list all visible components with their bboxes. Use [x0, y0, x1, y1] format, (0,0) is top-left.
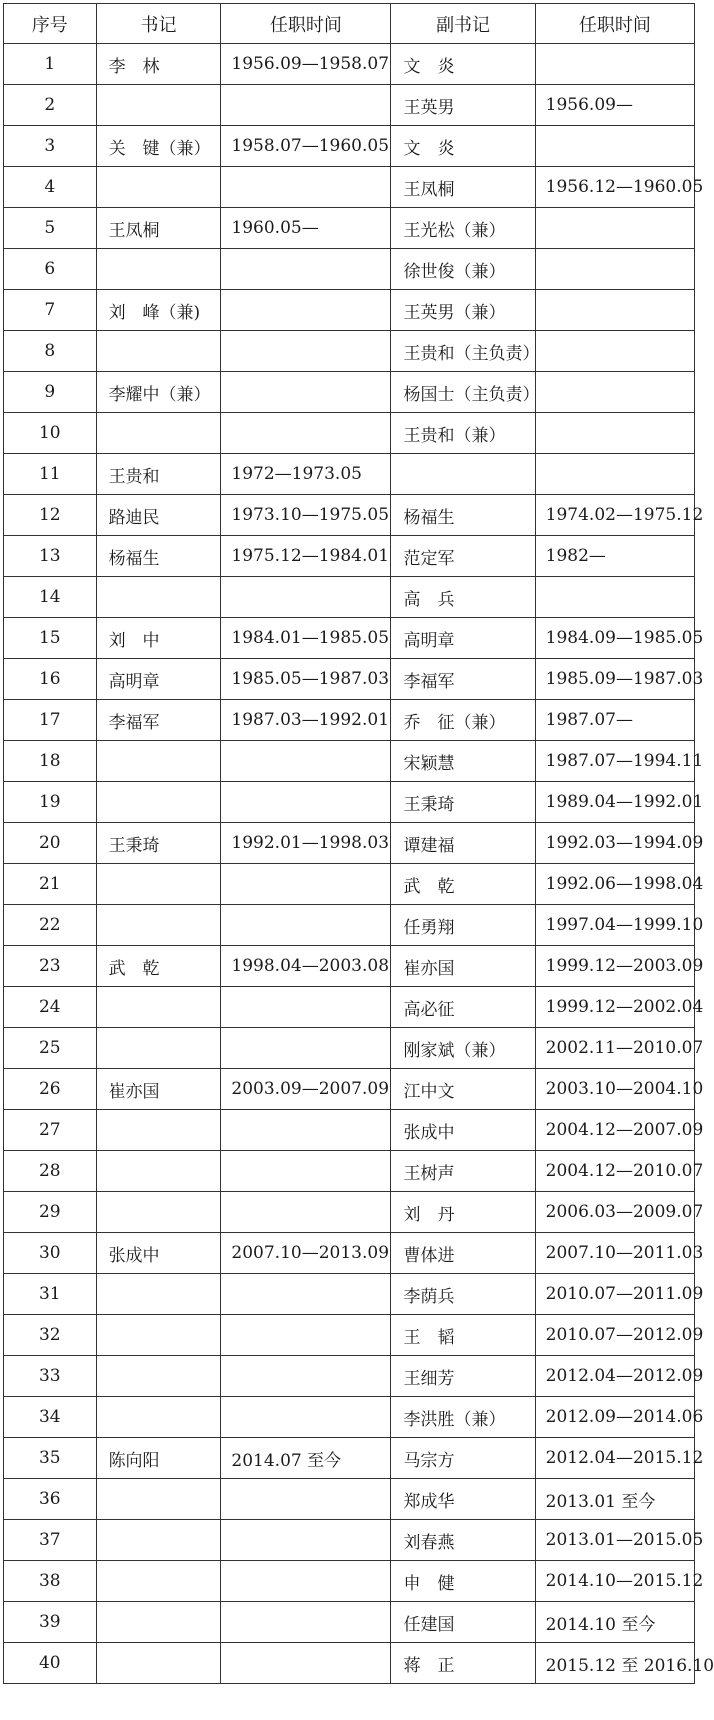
table-row	[4, 331, 695, 372]
deputy-secretary-cell: 徐世俊（兼）	[391, 249, 535, 290]
secretary-term-cell	[221, 249, 391, 290]
table-row	[4, 700, 695, 741]
deputy-secretary-cell: 文 炎	[391, 126, 535, 167]
deputy-secretary-cell: 宋颖慧	[391, 741, 535, 782]
header-deputy-secretary: 副书记	[391, 4, 535, 44]
deputy-secretary-cell: 杨福生	[391, 495, 535, 536]
deputy-term-cell: 2013.01 至今	[535, 1479, 694, 1520]
secretary-term-cell: 1972—1973.05	[221, 454, 391, 495]
secretary-cell: 高明章	[96, 659, 221, 700]
deputy-secretary-cell: 郑成华	[391, 1479, 535, 1520]
secretary-cell	[96, 249, 221, 290]
deputy-term-cell: 1989.04—1992.01	[535, 782, 694, 823]
secretary-cell: 杨福生	[96, 536, 221, 577]
table-row	[4, 823, 695, 864]
index-cell: 33	[4, 1356, 97, 1397]
table-row	[4, 946, 695, 987]
table-row	[4, 659, 695, 700]
leadership-table	[3, 3, 714, 1684]
secretary-cell	[96, 1028, 221, 1069]
table-row	[4, 44, 695, 85]
secretary-cell: 王贵和	[96, 454, 221, 495]
deputy-secretary-cell: 王贵和（主负责）	[391, 331, 535, 372]
deputy-term-cell	[535, 44, 694, 85]
deputy-secretary-cell: 刘春燕	[391, 1520, 535, 1561]
deputy-term-cell: 2012.04—2012.09	[535, 1356, 694, 1397]
index-cell: 14	[4, 577, 97, 618]
deputy-term-cell: 1999.12—2003.09	[535, 946, 694, 987]
table-row	[4, 1602, 695, 1643]
deputy-secretary-cell: 文 炎	[391, 44, 535, 85]
index-cell: 3	[4, 126, 97, 167]
secretary-cell: 张成中	[96, 1233, 221, 1274]
index-cell: 12	[4, 495, 97, 536]
index-cell: 8	[4, 331, 97, 372]
deputy-secretary-cell: 李洪胜（兼）	[391, 1397, 535, 1438]
index-cell: 13	[4, 536, 97, 577]
index-cell: 15	[4, 618, 97, 659]
secretary-cell	[96, 413, 221, 454]
deputy-term-cell: 2006.03—2009.07	[535, 1192, 694, 1233]
secretary-cell: 武 乾	[96, 946, 221, 987]
secretary-term-cell	[221, 577, 391, 618]
secretary-term-cell: 1960.05—	[221, 208, 391, 249]
deputy-term-cell: 2004.12—2007.09	[535, 1110, 694, 1151]
index-cell: 28	[4, 1151, 97, 1192]
deputy-term-cell: 2012.09—2014.06	[535, 1397, 694, 1438]
secretary-cell	[96, 1520, 221, 1561]
table-row	[4, 249, 695, 290]
index-cell: 1	[4, 44, 97, 85]
deputy-secretary-cell: 王英男（兼）	[391, 290, 535, 331]
secretary-term-cell	[221, 741, 391, 782]
secretary-term-cell: 1958.07—1960.05	[221, 126, 391, 167]
deputy-term-cell: 1984.09—1985.05	[535, 618, 694, 659]
deputy-term-cell: 1987.07—	[535, 700, 694, 741]
secretary-term-cell	[221, 1110, 391, 1151]
deputy-term-cell	[535, 372, 694, 413]
table-row	[4, 905, 695, 946]
deputy-secretary-cell: 王树声	[391, 1151, 535, 1192]
deputy-term-cell: 1982—	[535, 536, 694, 577]
secretary-cell: 陈向阳	[96, 1438, 221, 1479]
deputy-secretary-cell: 王光松（兼）	[391, 208, 535, 249]
index-cell: 21	[4, 864, 97, 905]
secretary-cell: 刘 峰（兼)	[96, 290, 221, 331]
table-row	[4, 1643, 695, 1684]
table-row	[4, 413, 695, 454]
secretary-cell	[96, 85, 221, 126]
secretary-cell	[96, 1192, 221, 1233]
deputy-secretary-cell: 刘 丹	[391, 1192, 535, 1233]
secretary-term-cell: 1985.05—1987.03	[221, 659, 391, 700]
deputy-term-cell: 1999.12—2002.04	[535, 987, 694, 1028]
secretary-cell: 刘 中	[96, 618, 221, 659]
deputy-secretary-cell: 刚家斌（兼）	[391, 1028, 535, 1069]
deputy-term-cell: 2007.10—2011.03	[535, 1233, 694, 1274]
index-cell: 7	[4, 290, 97, 331]
table-row	[4, 167, 695, 208]
table-row	[4, 1561, 695, 1602]
index-cell: 16	[4, 659, 97, 700]
secretary-cell: 崔亦国	[96, 1069, 221, 1110]
secretary-term-cell: 2003.09—2007.09	[221, 1069, 391, 1110]
deputy-term-cell	[535, 249, 694, 290]
table-row	[4, 1397, 695, 1438]
header-row	[4, 4, 695, 44]
deputy-secretary-cell: 王秉琦	[391, 782, 535, 823]
table-row	[4, 1110, 695, 1151]
index-cell: 25	[4, 1028, 97, 1069]
secretary-cell: 李耀中（兼）	[96, 372, 221, 413]
deputy-secretary-cell: 王贵和（兼）	[391, 413, 535, 454]
index-cell: 30	[4, 1233, 97, 1274]
header-secretary: 书记	[96, 4, 221, 44]
deputy-secretary-cell: 杨国士（主负责）	[391, 372, 535, 413]
index-cell: 38	[4, 1561, 97, 1602]
table-row	[4, 1069, 695, 1110]
secretary-term-cell	[221, 905, 391, 946]
deputy-secretary-cell: 任建国	[391, 1602, 535, 1643]
deputy-secretary-cell: 范定军	[391, 536, 535, 577]
table-row	[4, 536, 695, 577]
secretary-cell	[96, 331, 221, 372]
table-row	[4, 1274, 695, 1315]
deputy-secretary-cell: 马宗方	[391, 1438, 535, 1479]
table-row	[4, 126, 695, 167]
table-row	[4, 618, 695, 659]
secretary-cell: 王秉琦	[96, 823, 221, 864]
secretary-term-cell	[221, 1274, 391, 1315]
deputy-secretary-cell	[391, 454, 535, 495]
secretary-cell	[96, 782, 221, 823]
deputy-term-cell: 2014.10 至今	[535, 1602, 694, 1643]
secretary-cell	[96, 1397, 221, 1438]
secretary-cell	[96, 987, 221, 1028]
secretary-term-cell	[221, 372, 391, 413]
deputy-secretary-cell: 李荫兵	[391, 1274, 535, 1315]
index-cell: 10	[4, 413, 97, 454]
secretary-term-cell: 2007.10—2013.09	[221, 1233, 391, 1274]
deputy-secretary-cell: 江中文	[391, 1069, 535, 1110]
deputy-term-cell: 2002.11—2010.07	[535, 1028, 694, 1069]
deputy-term-cell	[535, 413, 694, 454]
index-cell: 19	[4, 782, 97, 823]
secretary-term-cell	[221, 987, 391, 1028]
index-cell: 22	[4, 905, 97, 946]
deputy-term-cell	[535, 454, 694, 495]
index-cell: 27	[4, 1110, 97, 1151]
deputy-term-cell: 1992.03—1994.09	[535, 823, 694, 864]
deputy-term-cell: 2013.01—2015.05	[535, 1520, 694, 1561]
deputy-secretary-cell: 王凤桐	[391, 167, 535, 208]
secretary-term-cell	[221, 1479, 391, 1520]
secretary-cell: 路迪民	[96, 495, 221, 536]
secretary-cell	[96, 167, 221, 208]
secretary-term-cell	[221, 85, 391, 126]
deputy-term-cell: 2010.07—2012.09	[535, 1315, 694, 1356]
deputy-secretary-cell: 王细芳	[391, 1356, 535, 1397]
secretary-term-cell	[221, 1356, 391, 1397]
secretary-term-cell	[221, 1602, 391, 1643]
table-row	[4, 1479, 695, 1520]
secretary-term-cell	[221, 1192, 391, 1233]
deputy-secretary-cell: 高必征	[391, 987, 535, 1028]
deputy-secretary-cell: 任勇翔	[391, 905, 535, 946]
table-row	[4, 1028, 695, 1069]
secretary-term-cell	[221, 331, 391, 372]
deputy-term-cell	[535, 577, 694, 618]
deputy-secretary-cell: 乔 征（兼）	[391, 700, 535, 741]
deputy-term-cell	[535, 126, 694, 167]
table-row	[4, 782, 695, 823]
deputy-secretary-cell: 蒋 正	[391, 1643, 535, 1684]
deputy-term-cell: 2003.10—2004.10	[535, 1069, 694, 1110]
deputy-secretary-cell: 高明章	[391, 618, 535, 659]
secretary-term-cell	[221, 864, 391, 905]
index-cell: 34	[4, 1397, 97, 1438]
table-row	[4, 1315, 695, 1356]
secretary-cell	[96, 577, 221, 618]
secretary-cell	[96, 1479, 221, 1520]
table-row	[4, 1151, 695, 1192]
index-cell: 20	[4, 823, 97, 864]
deputy-term-cell: 1974.02—1975.12	[535, 495, 694, 536]
deputy-secretary-cell: 王 韬	[391, 1315, 535, 1356]
table-row	[4, 741, 695, 782]
deputy-term-cell: 2012.04—2015.12	[535, 1438, 694, 1479]
deputy-term-cell: 1985.09—1987.03	[535, 659, 694, 700]
header-deputy-term: 任职时间	[535, 4, 694, 44]
index-cell: 2	[4, 85, 97, 126]
table-row	[4, 577, 695, 618]
index-cell: 24	[4, 987, 97, 1028]
secretary-cell	[96, 1602, 221, 1643]
deputy-term-cell: 2015.12 至 2016.10	[535, 1643, 694, 1684]
deputy-secretary-cell: 申 健	[391, 1561, 535, 1602]
index-cell: 26	[4, 1069, 97, 1110]
table-body	[4, 44, 714, 1684]
table-row	[4, 1356, 695, 1397]
index-cell: 17	[4, 700, 97, 741]
deputy-term-cell: 1997.04—1999.10	[535, 905, 694, 946]
secretary-cell	[96, 1151, 221, 1192]
secretary-cell	[96, 1274, 221, 1315]
header-secretary-term: 任职时间	[221, 4, 391, 44]
secretary-term-cell	[221, 1643, 391, 1684]
deputy-secretary-cell: 张成中	[391, 1110, 535, 1151]
secretary-cell	[96, 1110, 221, 1151]
deputy-secretary-cell: 王英男	[391, 85, 535, 126]
deputy-secretary-cell: 崔亦国	[391, 946, 535, 987]
secretary-term-cell	[221, 782, 391, 823]
deputy-term-cell	[535, 208, 694, 249]
deputy-secretary-cell: 李福军	[391, 659, 535, 700]
secretary-cell	[96, 741, 221, 782]
secretary-term-cell	[221, 290, 391, 331]
index-cell: 18	[4, 741, 97, 782]
deputy-secretary-cell: 谭建福	[391, 823, 535, 864]
index-cell: 6	[4, 249, 97, 290]
secretary-term-cell	[221, 1315, 391, 1356]
secretary-term-cell: 1987.03—1992.01	[221, 700, 391, 741]
index-cell: 37	[4, 1520, 97, 1561]
secretary-term-cell: 1984.01—1985.05	[221, 618, 391, 659]
secretary-term-cell	[221, 1151, 391, 1192]
table-row	[4, 85, 695, 126]
secretary-term-cell	[221, 1397, 391, 1438]
index-cell: 39	[4, 1602, 97, 1643]
deputy-term-cell: 1987.07—1994.11	[535, 741, 694, 782]
index-cell: 4	[4, 167, 97, 208]
index-cell: 32	[4, 1315, 97, 1356]
table-row	[4, 290, 695, 331]
secretary-cell	[96, 864, 221, 905]
secretary-cell	[96, 1643, 221, 1684]
table-row	[4, 454, 695, 495]
index-cell: 31	[4, 1274, 97, 1315]
deputy-term-cell: 2014.10—2015.12	[535, 1561, 694, 1602]
index-cell: 5	[4, 208, 97, 249]
deputy-secretary-cell: 武 乾	[391, 864, 535, 905]
secretary-term-cell	[221, 413, 391, 454]
table-row	[4, 1233, 695, 1274]
deputy-term-cell: 1956.09—	[535, 85, 694, 126]
header-index: 序号	[4, 4, 97, 44]
secretary-term-cell: 1992.01—1998.03	[221, 823, 391, 864]
deputy-term-cell: 2010.07—2011.09	[535, 1274, 694, 1315]
secretary-term-cell: 2014.07 至今	[221, 1438, 391, 1479]
deputy-secretary-cell: 高 兵	[391, 577, 535, 618]
index-cell: 29	[4, 1192, 97, 1233]
secretary-cell	[96, 1356, 221, 1397]
deputy-secretary-cell: 曹体进	[391, 1233, 535, 1274]
table-row	[4, 495, 695, 536]
secretary-term-cell	[221, 1561, 391, 1602]
deputy-term-cell	[535, 290, 694, 331]
secretary-cell	[96, 905, 221, 946]
secretary-cell	[96, 1315, 221, 1356]
deputy-term-cell: 1956.12—1960.05	[535, 167, 694, 208]
secretary-term-cell: 1998.04—2003.08	[221, 946, 391, 987]
table-row	[4, 208, 695, 249]
table-row	[4, 864, 695, 905]
secretary-term-cell: 1975.12—1984.01	[221, 536, 391, 577]
secretary-cell: 王凤桐	[96, 208, 221, 249]
secretary-cell: 李福军	[96, 700, 221, 741]
table-row	[4, 1192, 695, 1233]
secretary-term-cell: 1956.09—1958.07	[221, 44, 391, 85]
index-cell: 40	[4, 1643, 97, 1684]
index-cell: 9	[4, 372, 97, 413]
secretary-term-cell	[221, 1028, 391, 1069]
index-cell: 36	[4, 1479, 97, 1520]
deputy-term-cell	[535, 331, 694, 372]
secretary-cell	[96, 1561, 221, 1602]
deputy-term-cell: 1992.06—1998.04	[535, 864, 694, 905]
index-cell: 23	[4, 946, 97, 987]
secretary-term-cell: 1973.10—1975.05	[221, 495, 391, 536]
index-cell: 11	[4, 454, 97, 495]
index-cell: 35	[4, 1438, 97, 1479]
secretary-cell: 李 林	[96, 44, 221, 85]
table-row	[4, 987, 695, 1028]
secretary-cell: 关 键（兼）	[96, 126, 221, 167]
secretary-term-cell	[221, 1520, 391, 1561]
secretary-term-cell	[221, 167, 391, 208]
table-row	[4, 1438, 695, 1479]
table-row	[4, 1520, 695, 1561]
table-row	[4, 372, 695, 413]
deputy-term-cell: 2004.12—2010.07	[535, 1151, 694, 1192]
